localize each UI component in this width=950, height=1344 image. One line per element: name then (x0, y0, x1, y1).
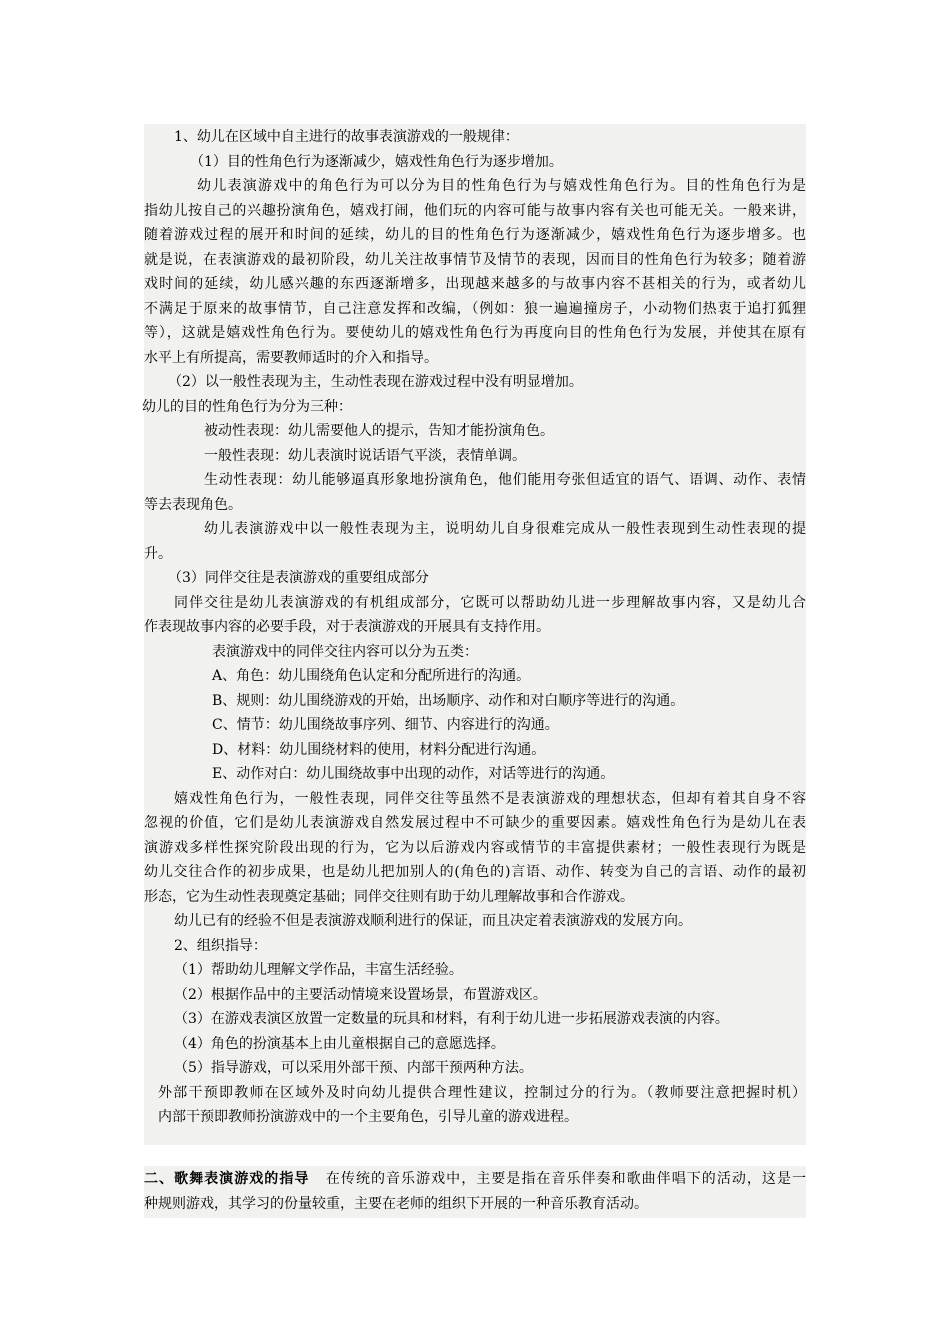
paragraph-line: 随着游戏过程的展开和时间的延续，幼儿的目的性角色行为逐渐减少，嬉戏性角色行为逐步增多。也 (144, 227, 806, 243)
paragraph-line: 等），这就是嬉戏性角色行为。要使幼儿的嬉戏性角色行为再度向目的性角色行为发展，并使其在原有 (144, 325, 806, 341)
paragraph-line: 演游戏多样性探究阶段出现的行为，它为以后游戏内容或情节的丰富提供素材；一般性表现行为既是 (144, 839, 806, 856)
paragraph-line: 作表现故事内容的必要手段，对于表演游戏的开展具有支持作用。 (144, 619, 550, 635)
paragraph-line: 生动性表现：幼儿能够逼真形象地扮演角色，他们能用夸张但适宜的语气、语调、动作、表情 (204, 472, 806, 488)
paragraph-line: （3）同伴交往是表演游戏的重要组成部分 (168, 570, 429, 586)
paragraph-line: 一般性表现：幼儿表演时说话语气平淡，表情单调。 (204, 447, 526, 464)
paragraph-line: 幼儿交往合作的初步成果，也是幼儿把加别人的(角色的)言语、动作、转变为自己的言语、动作的最初 (144, 864, 806, 880)
paragraph-line: 被动性表现：幼儿需要他人的提示，告知才能扮演角色。 (204, 423, 554, 439)
paragraph-line: 水平上有所提高，需要教师适时的介入和指导。 (144, 349, 438, 366)
paragraph-line: B、规则：幼儿围绕游戏的开始，出场顺序、动作和对白顺序等进行的沟通。 (212, 692, 685, 709)
paragraph-line: （5）指导游戏，可以采用外部干预、内部干预两种方法。 (174, 1060, 533, 1076)
paragraph-line: 内部干预即教师扮演游戏中的一个主要角色，引导儿童的游戏进程。 (158, 1109, 578, 1125)
paragraph-line: E、动作对白：幼儿围绕故事中出现的动作，对话等进行的沟通。 (212, 766, 615, 782)
paragraph-line: 升。 (144, 545, 172, 562)
paragraph-line: （2）根据作品中的主要活动情境来设置场景，布置游戏区。 (174, 986, 547, 1003)
paragraph-line: 嬉戏性角色行为，一般性表现，同伴交往等虽然不是表演游戏的理想状态，但却有着其自身不容 (174, 790, 806, 807)
paragraph-line: 幼儿已有的经验不但是表演游戏顺利进行的保证，而且决定着表演游戏的发展方向。 (174, 913, 692, 929)
section-heading: 二、歌舞表演游戏的指导 (144, 1171, 310, 1187)
paragraph-line: A、角色：幼儿围绕角色认定和分配所进行的沟通。 (212, 668, 531, 684)
paragraph-line: 表演游戏中的同伴交往内容可以分为五类： (212, 643, 478, 660)
paragraph-line: 1、幼儿在区域中自主进行的故事表演游戏的一般规律： (174, 129, 519, 145)
paragraph-line: 幼儿表演游戏中的角色行为可以分为目的性角色行为与嬉戏性角色行为。目的性角色行为是 (197, 178, 806, 194)
paragraph-line: 戏时间的延续，幼儿感兴趣的东西逐渐增多，出现越来越多的与故事内容不甚相关的行为，或者幼儿 (144, 276, 806, 292)
paragraph-line: 2、组织指导： (174, 937, 267, 954)
paragraph-line: 等去表现角色。 (144, 496, 242, 513)
paragraph-line: 就是说，在表演游戏的最初阶段，幼儿关注故事情节及情节的表现，因而目的性角色行为较多；随着游 (144, 251, 806, 268)
paragraph-line: 指幼儿按自己的兴趣扮演角色，嬉戏打闹，他们玩的内容可能与故事内容有关也可能无关。一般来讲， (144, 202, 806, 219)
section-story-performance-game (144, 124, 806, 1145)
paragraph-line: 幼儿表演游戏中以一般性表现为主，说明幼儿自身很难完成从一般性表现到生动性表现的提 (204, 521, 806, 537)
paragraph-line: 种规则游戏，其学习的份量较重，主要在老师的组织下开展的一种音乐教育活动。 (144, 1196, 648, 1212)
section-song-dance-performance (144, 1166, 806, 1218)
paragraph-line: （3）在游戏表演区放置一定数量的玩具和材料，有利于幼儿进一步拓展游戏表演的内容。 (174, 1011, 729, 1027)
paragraph-line (144, 1166, 806, 1192)
paragraph-line: 形态，它为生动性表现奠定基础；同伴交往则有助于幼儿理解故事和合作游戏。 (144, 888, 634, 905)
paragraph-line: 同伴交往是幼儿表演游戏的有机组成部分，它既可以帮助幼儿进一步理解故事内容，又是幼儿合 (174, 594, 806, 611)
paragraph-line: 幼儿的目的性角色行为分为三种： (142, 398, 352, 415)
paragraph-line: 忽视的价值，它们是幼儿表演游戏自然发展过程中不可缺少的重要因素。嬉戏性角色行为是幼儿在表 (144, 815, 806, 831)
paragraph-line: （1）目的性角色行为逐渐减少，嬉戏性角色行为逐步增加。 (190, 153, 563, 170)
paragraph-line: （4）角色的扮演基本上由儿童根据自己的意愿选择。 (174, 1035, 505, 1052)
paragraph-line: 外部干预即教师在区域外及时向幼儿提供合理性建议，控制过分的行为。（教师要注意把握时机） (158, 1084, 806, 1101)
paragraph-line: 不满足于原来的故事情节，自己注意发挥和改编，（例如：狼一遍遍撞房子，小动物们热衷于追打狐狸 (144, 300, 806, 317)
paragraph-line: D、材料：幼儿围绕材料的使用，材料分配进行沟通。 (212, 741, 546, 758)
paragraph-text: 在传统的音乐游戏中，主要是指在音乐伴奏和歌曲伴唱下的活动，这是一 (325, 1171, 806, 1187)
paragraph-line: C、情节：幼儿围绕故事序列、细节、内容进行的沟通。 (212, 717, 559, 733)
paragraph-line: （2）以一般性表现为主，生动性表现在游戏过程中没有明显增加。 (168, 374, 583, 390)
paragraph-line: （1）帮助幼儿理解文学作品，丰富生活经验。 (174, 962, 463, 978)
